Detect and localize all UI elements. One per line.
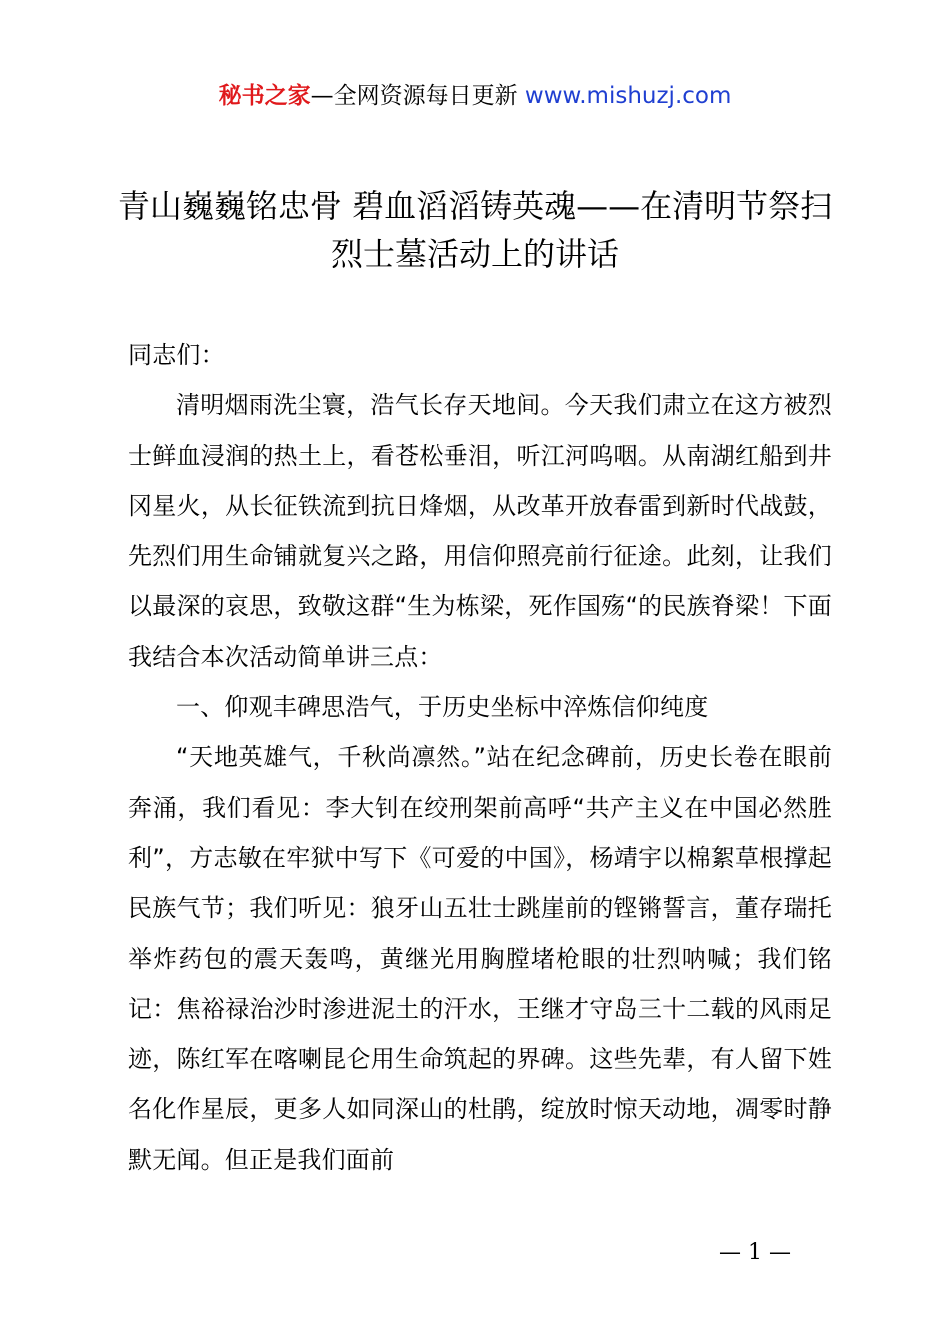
section-paragraph: “天地英雄气，千秋尚凛然。”站在纪念碑前，历史长卷在眼前奔涌，我们看见：李大钊在绞刑架前高呼“共产主义在中国必然胜利”，方志敏在牢狱中写下《可爱的中国》，杨靖宇以棉絮草根撑起民族气节；我们听见：狼牙山五壮士跳崖前的铿锵誓言，董存瑞托举炸药包的震天轰鸣，黄继光用胸膛堵枪眼的壮烈呐喊；我们铭记：焦裕禄治沙时渗进泥土的汗水，王继才守岛三十二载的风雨足迹，陈红军在喀喇昆仑用生命筑起的界碑。这些先辈，有人留下姓名化作星辰，更多人如同深山的杜鹃，绽放时惊天动地，凋零时静默无闻。但正是我们面前 [128, 743, 832, 1174]
section-heading: 一、仰观丰碑思浩气，于历史坐标中淬炼信仰纯度 [176, 693, 709, 722]
speech-body [128, 330, 832, 1185]
site-tagline: —全网资源每日更新 [310, 83, 525, 109]
salutation: 同志们： [128, 341, 225, 369]
site-url-link[interactable]: www.mishuzj.com [524, 83, 732, 109]
opening-paragraph: 清明烟雨洗尘寰，浩气长存天地间。今天我们肃立在这方被烈士鲜血浸润的热土上，看苍松垂泪，听江河呜咽。从南湖红船到井冈星火，从长征铁流到抗日烽烟，从改革开放春雷到新时代战鼓，先烈们用生命铺就复兴之路，用信仰照亮前行征途。此刻，让我们以最深的哀思，致敬这群“生为栋梁，死作国殇“的民族脊梁！下面我结合本次活动简单讲三点： [128, 391, 832, 671]
site-name: 秘书之家 [218, 83, 311, 109]
site-header [0, 80, 950, 112]
page-number: — 1 — [719, 1240, 791, 1265]
document-title: 青山巍巍铭忠骨 碧血滔滔铸英魂——在清明节祭扫烈士墓活动上的讲话 [117, 187, 833, 273]
